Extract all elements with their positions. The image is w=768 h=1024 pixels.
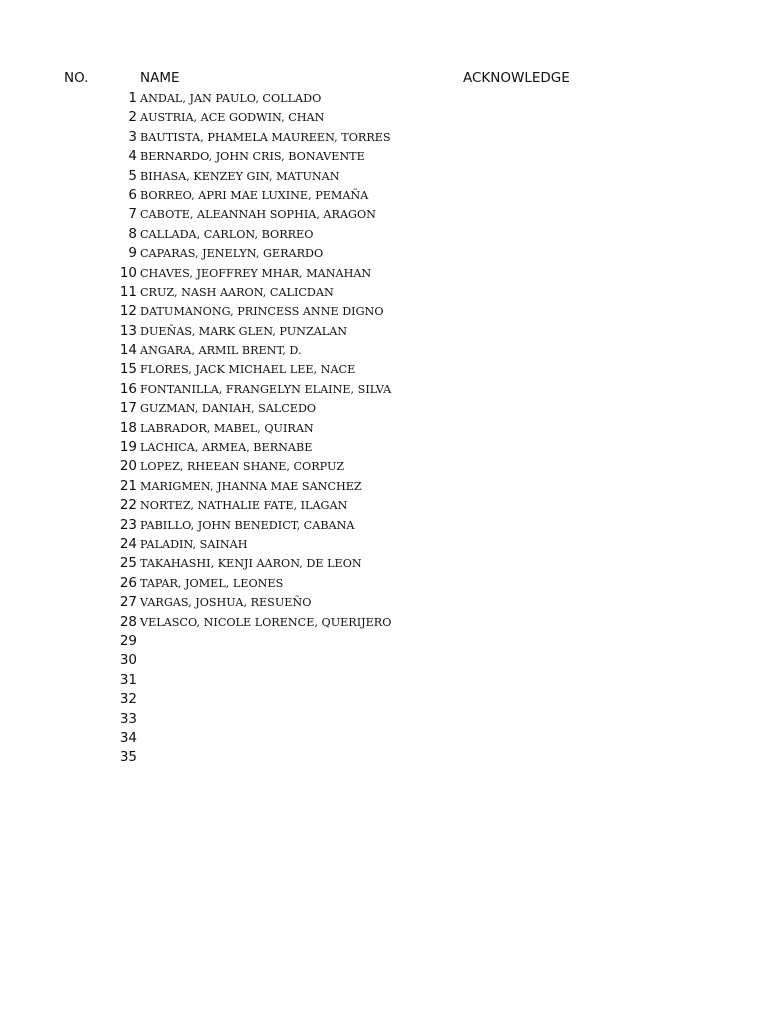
student-name: TAPAR, JOMEL, LEONES [140, 576, 284, 590]
row-number: 15 [119, 361, 137, 378]
list-item [0, 632, 768, 651]
row-number: 6 [128, 186, 137, 203]
row-number: 17 [119, 400, 137, 417]
row-number: 25 [119, 555, 137, 572]
list-item [0, 419, 768, 438]
student-name: BIHASA, KENZEY GIN, MATUNAN [140, 169, 340, 183]
row-number: 34 [119, 729, 137, 746]
row-number: 33 [119, 710, 137, 727]
list-item [0, 477, 768, 496]
list-item [0, 302, 768, 321]
header-no: NO. [64, 70, 89, 86]
student-name: VARGAS, JOSHUA, RESUEÑO [140, 596, 312, 610]
student-name: CABOTE, ALEANNAH SOPHIA, ARAGON [140, 208, 376, 222]
student-name: LACHICA, ARMEA, BERNABE [140, 441, 313, 455]
list-item [0, 593, 768, 612]
row-number: 18 [119, 419, 137, 436]
list-item [0, 671, 768, 690]
student-name: BORREO, APRI MAE LUXINE, PEMAÑA [140, 188, 369, 202]
list-item [0, 225, 768, 244]
list-item [0, 147, 768, 166]
list-item [0, 729, 768, 748]
list-item [0, 244, 768, 263]
row-number: 11 [119, 283, 137, 300]
row-number: 27 [119, 594, 137, 611]
row-number: 21 [119, 477, 137, 494]
student-name: VELASCO, NICOLE LORENCE, QUERIJERO [140, 615, 392, 629]
row-number: 32 [119, 691, 137, 708]
list-item [0, 360, 768, 379]
row-number: 13 [119, 322, 137, 339]
list-item [0, 380, 768, 399]
student-name: ANDAL, JAN PAULO, COLLADO [140, 92, 322, 105]
list-item [0, 516, 768, 535]
row-number: 30 [119, 652, 137, 669]
row-number: 23 [119, 516, 137, 533]
list-item [0, 167, 768, 186]
row-number: 31 [119, 671, 137, 688]
student-name: FONTANILLA, FRANGELYN ELAINE, SILVA [140, 382, 392, 396]
list-item [0, 399, 768, 418]
list-item [0, 613, 768, 632]
row-number: 26 [119, 574, 137, 591]
row-number: 29 [119, 632, 137, 649]
list-item [0, 690, 768, 709]
header-name: NAME [140, 70, 180, 86]
list-item [0, 128, 768, 147]
row-number: 14 [119, 342, 137, 359]
student-name: ANGARA, ARMIL BRENT, D. [140, 344, 302, 358]
header-acknowledge: ACKNOWLEDGE [463, 70, 570, 86]
row-number: 12 [119, 303, 137, 320]
list-item [0, 205, 768, 224]
list-item [0, 535, 768, 554]
list-item [0, 186, 768, 205]
student-name: AUSTRIA, ACE GODWIN, CHAN [140, 111, 325, 125]
row-number: 5 [128, 167, 137, 184]
student-name: BAUTISTA, PHAMELA MAUREEN, TORRES [140, 130, 391, 144]
column-header-row [0, 70, 768, 90]
student-name: CAPARAS, JENELYN, GERARDO [140, 247, 324, 261]
list-item [0, 710, 768, 729]
row-number: 1 [128, 90, 137, 106]
student-name: NORTEZ, NATHALIE FATE, ILAGAN [140, 499, 348, 513]
student-name: MARIGMEN, JHANNA MAE SANCHEZ [140, 479, 362, 493]
row-number: 20 [119, 458, 137, 475]
row-number: 7 [128, 206, 137, 223]
student-name: CHAVES, JEOFFREY MHAR, MANAHAN [140, 266, 372, 280]
student-name: CALLADA, CARLON, BORREO [140, 227, 314, 241]
row-number: 8 [128, 225, 137, 242]
row-number: 4 [128, 148, 137, 165]
list-item [0, 438, 768, 457]
list-item [0, 264, 768, 283]
list-item [0, 574, 768, 593]
list-item [0, 341, 768, 360]
row-number: 2 [128, 109, 137, 126]
list-item [0, 748, 768, 767]
row-number: 16 [119, 380, 137, 397]
student-name: CRUZ, NASH AARON, CALICDAN [140, 285, 334, 299]
row-number: 22 [119, 497, 137, 514]
list-item [0, 108, 768, 127]
list-item [0, 457, 768, 476]
student-name: PALADIN, SAINAH [140, 537, 248, 551]
list-item [0, 89, 768, 108]
list-item [0, 322, 768, 341]
student-name: LOPEZ, RHEEAN SHANE, CORPUZ [140, 460, 345, 474]
list-item [0, 651, 768, 670]
student-name: LABRADOR, MABEL, QUIRAN [140, 421, 314, 435]
name-list [0, 89, 768, 768]
student-name: GUZMAN, DANIAH, SALCEDO [140, 402, 317, 416]
student-name: FLORES, JACK MICHAEL LEE, NACE [140, 363, 356, 377]
row-number: 3 [128, 128, 137, 145]
student-name: DATUMANONG, PRINCESS ANNE DIGNO [140, 305, 384, 319]
row-number: 10 [119, 264, 137, 281]
row-number: 28 [119, 613, 137, 630]
list-item [0, 496, 768, 515]
list-item [0, 283, 768, 302]
student-name: DUEÑAS, MARK GLEN, PUNZALAN [140, 324, 348, 338]
row-number: 19 [119, 439, 137, 456]
row-number: 9 [128, 245, 137, 262]
student-name: PABILLO, JOHN BENEDICT, CABANA [140, 518, 355, 532]
row-number: 24 [119, 535, 137, 552]
list-item [0, 554, 768, 573]
student-name: TAKAHASHI, KENJI AARON, DE LEON [140, 557, 362, 571]
row-number: 35 [119, 749, 137, 766]
student-name: BERNARDO, JOHN CRIS, BONAVENTE [140, 150, 365, 164]
